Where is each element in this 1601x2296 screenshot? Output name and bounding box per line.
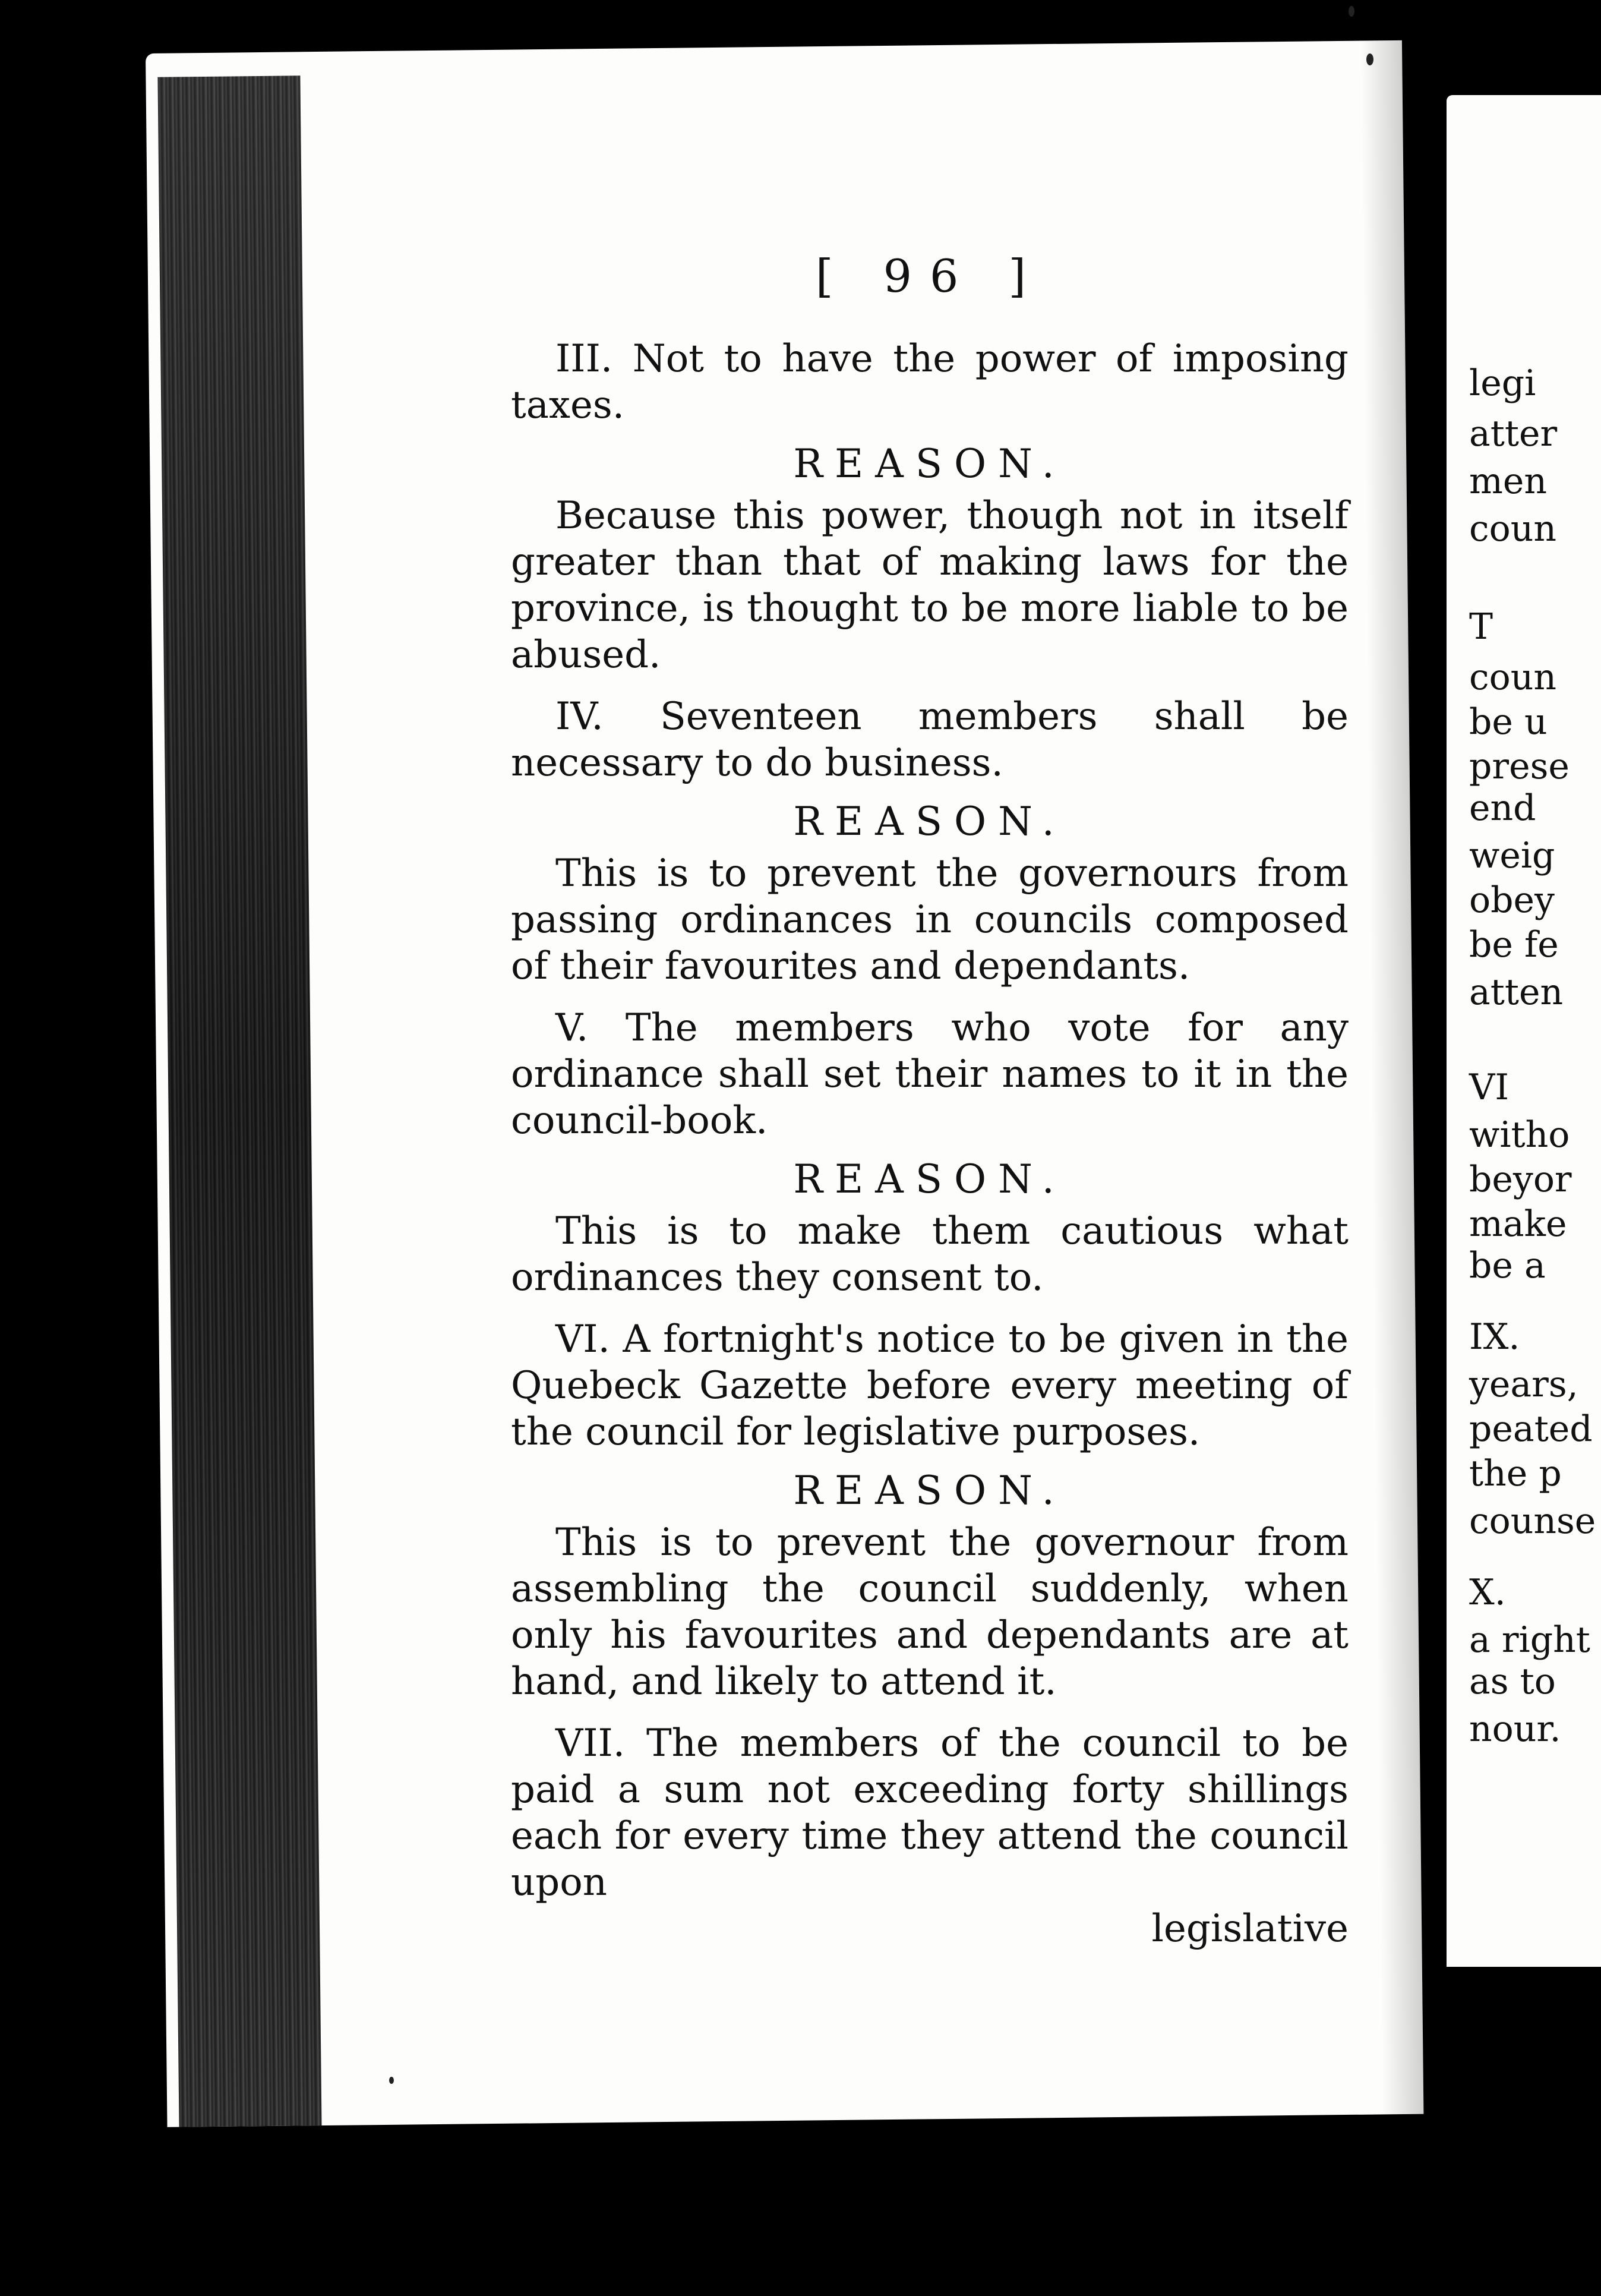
article-paragraph: VI. A fortnight's notice to be given in the Quebeck Gazette before every meeting of the council for legislative purposes. bbox=[511, 1317, 1349, 1454]
reason-paragraph: This is to make them cautious what ordinances they consent to. bbox=[511, 1209, 1349, 1300]
page-edges bbox=[157, 75, 321, 2127]
ink-speck bbox=[1349, 6, 1354, 17]
facing-page-line: men bbox=[1469, 461, 1548, 502]
reason-paragraph: This is to prevent the governours from passing ordinances in councils composed of their favourites and dependants. bbox=[511, 851, 1349, 988]
facing-page-line: end bbox=[1469, 787, 1536, 829]
text-blocks bbox=[511, 336, 1349, 1906]
facing-page-line: VI bbox=[1469, 1067, 1510, 1108]
facing-page-line: a right bbox=[1469, 1619, 1590, 1661]
page-number: [ 96 ] bbox=[815, 250, 1044, 302]
facing-page-line: atter bbox=[1469, 413, 1558, 455]
facing-page-line: legi bbox=[1469, 362, 1536, 404]
reason-heading: REASON. bbox=[793, 1156, 1066, 1202]
facing-page-line: be fe bbox=[1469, 924, 1559, 966]
facing-page-line: be a bbox=[1469, 1245, 1546, 1286]
reason-paragraph: Because this power, though not in itself greater than that of making laws for the province, is thought to be more liable to be abused. bbox=[511, 494, 1349, 677]
facing-page-line: peated bbox=[1469, 1408, 1593, 1450]
facing-page-line: obey bbox=[1469, 879, 1555, 921]
facing-page-line: IX. bbox=[1469, 1316, 1520, 1358]
article-paragraph: VII. The members of the council to be paid a sum not exceeding forty shillings each for every time they attend the council upon bbox=[511, 1721, 1349, 1904]
ink-speck bbox=[1366, 53, 1373, 65]
page-text bbox=[511, 250, 1349, 1952]
reason-heading: REASON. bbox=[793, 799, 1066, 844]
reason-paragraph: This is to prevent the governour from assembling the council suddenly, when only his favourites and dependants are at hand, and likely to attend it. bbox=[511, 1521, 1349, 1704]
facing-page-line: coun bbox=[1469, 508, 1557, 550]
article-paragraph: IV. Seventeen members shall be necessary to do business. bbox=[511, 695, 1349, 785]
facing-page-line: as to bbox=[1469, 1661, 1556, 1702]
article-paragraph: V. The members who vote for any ordinance shall set their names to it in the council-book. bbox=[511, 1006, 1349, 1143]
catchword: legislative bbox=[1151, 1907, 1349, 1951]
binding-gutter-shadow bbox=[1360, 40, 1424, 2115]
reason-heading: REASON. bbox=[793, 1468, 1066, 1513]
facing-page-partial bbox=[1447, 95, 1601, 1967]
facing-page-line: nour. bbox=[1469, 1708, 1561, 1750]
facing-page-line: coun bbox=[1469, 657, 1557, 698]
facing-page-line: weig bbox=[1469, 835, 1555, 876]
facing-page-line: beyor bbox=[1469, 1159, 1572, 1200]
facing-page-line: witho bbox=[1469, 1114, 1570, 1156]
facing-page-line: X. bbox=[1469, 1572, 1506, 1613]
facing-page-line: prese bbox=[1469, 746, 1570, 787]
facing-page-line: be u bbox=[1469, 701, 1548, 743]
facing-page-line: the p bbox=[1469, 1453, 1562, 1494]
article-paragraph: III. Not to have the power of imposing taxes. bbox=[511, 337, 1349, 427]
facing-page-line: make bbox=[1469, 1203, 1567, 1245]
facing-page-line: T bbox=[1469, 606, 1493, 648]
ink-speck bbox=[389, 2077, 394, 2084]
facing-page-line: atten bbox=[1469, 972, 1564, 1013]
reason-heading: REASON. bbox=[793, 441, 1066, 487]
facing-page-line: years, bbox=[1469, 1364, 1578, 1405]
facing-page-line: counse bbox=[1469, 1500, 1596, 1542]
